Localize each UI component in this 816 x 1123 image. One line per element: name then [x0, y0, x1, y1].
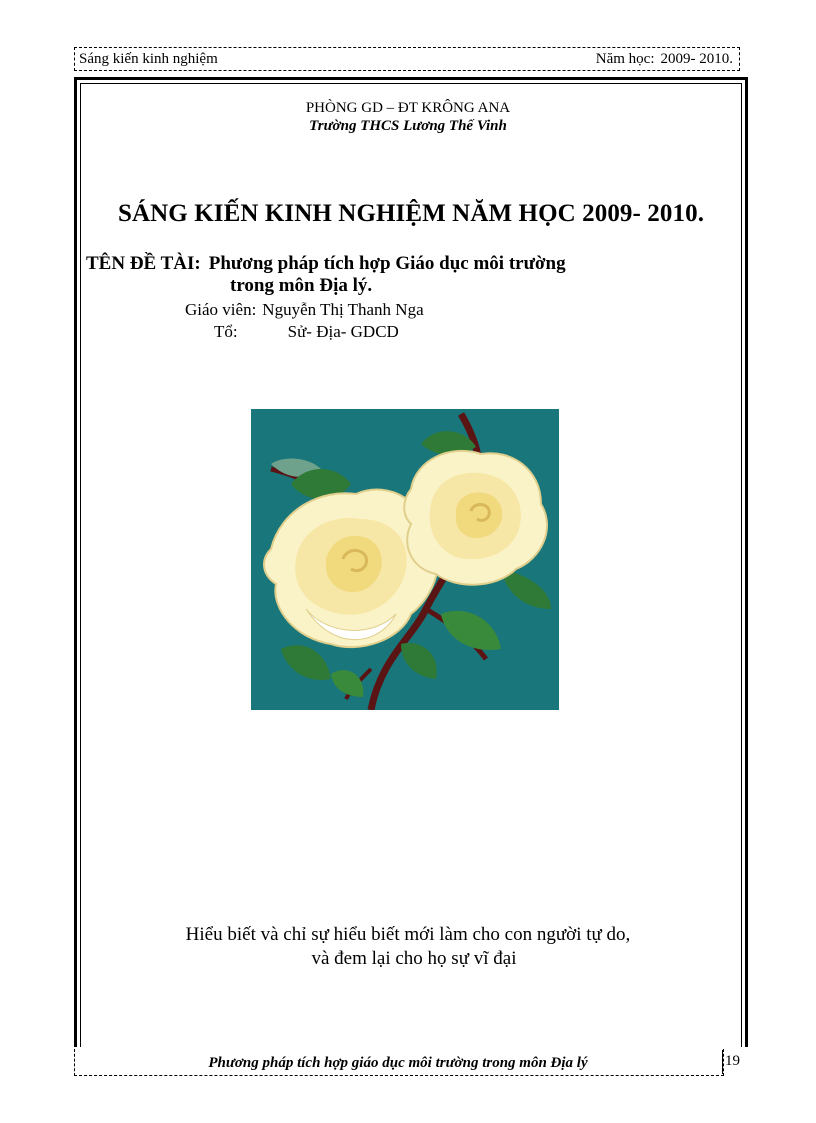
header-left-text: Sáng kiến kinh nghiệm	[79, 51, 218, 67]
topic-line-2: trong môn Địa lý.	[230, 275, 373, 296]
topic-label: TÊN ĐỀ TÀI:	[86, 253, 201, 274]
group-line	[214, 322, 399, 342]
footer-text: Phương pháp tích hợp giáo dục môi trường trong môn Địa lý	[208, 1055, 588, 1071]
topic-line-1	[86, 253, 566, 275]
topic-title: Phương pháp tích hợp Giáo dục môi trường	[208, 253, 566, 274]
roses-picture	[251, 409, 559, 710]
cover-title: SÁNG KIẾN KINH NGHIỆM NĂM HỌC 2009- 2010.	[118, 200, 705, 227]
teacher-line	[185, 300, 424, 320]
group-label: Tổ:	[214, 322, 238, 341]
group-name: Sử- Địa- GDCD	[287, 322, 399, 341]
teacher-name: Nguyễn Thị Thanh Nga	[262, 300, 424, 319]
teacher-label: Giáo viên:	[185, 300, 257, 319]
department-name: PHÒNG GD – ĐT KRÔNG ANA	[305, 100, 511, 116]
header-year-label: Năm học:	[595, 51, 655, 67]
page-number: 19	[725, 1053, 740, 1069]
page-header	[74, 47, 740, 71]
school-name: Trường THCS Lương Thế Vinh	[309, 118, 507, 134]
quote-line-1: Hiểu biết và chỉ sự hiểu biết mới làm cho con người tự do,	[185, 924, 631, 945]
quote-line-2: và đem lại cho họ sự vĩ đại	[311, 948, 517, 969]
footer-divider	[722, 1050, 723, 1074]
header-right-text	[590, 51, 733, 68]
header-year-value: 2009- 2010.	[660, 51, 733, 67]
